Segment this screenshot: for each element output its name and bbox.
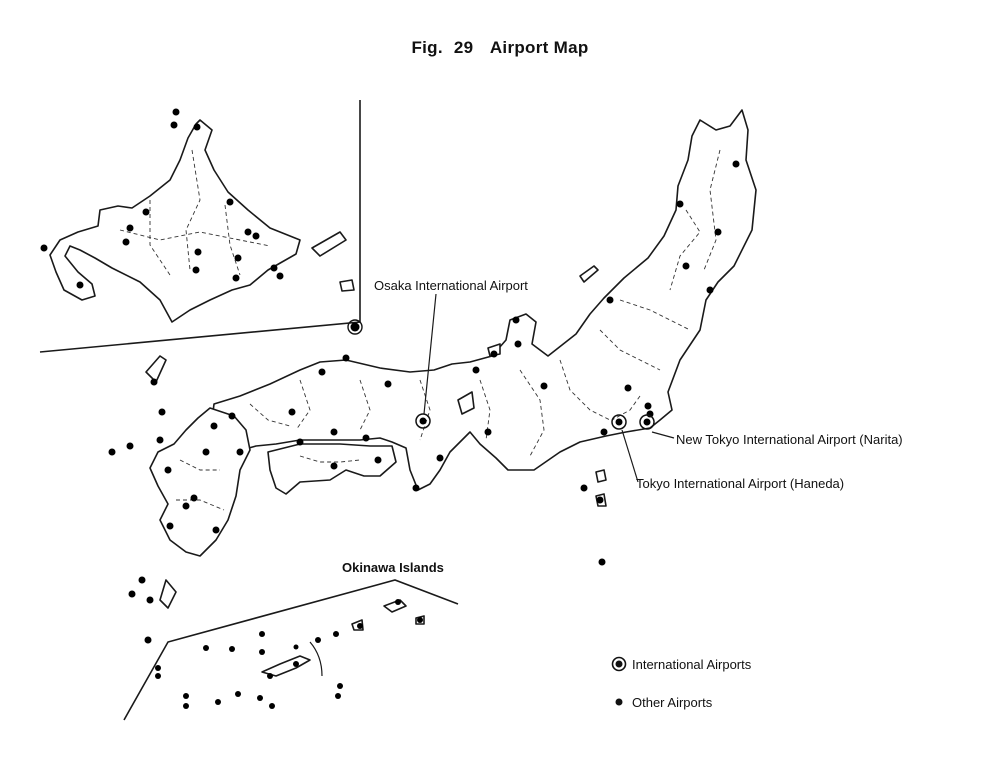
- okinawa-airports: [155, 599, 423, 709]
- other-airport-icon: [610, 694, 628, 710]
- legend-international: [610, 656, 751, 672]
- okinawa-inset: [124, 580, 458, 720]
- figure-label: Fig.: [411, 38, 443, 57]
- legend-international-label: International Airports: [632, 656, 752, 672]
- label-osaka-airport: Osaka International Airport: [374, 278, 528, 293]
- legend-other-label: Other Airports: [632, 694, 713, 710]
- hokkaido-inset: [40, 100, 362, 352]
- label-narita-airport: New Tokyo International Airport (Narita): [676, 432, 903, 447]
- legend-other: [610, 694, 712, 710]
- shikoku-island: [268, 444, 396, 494]
- honshu-island: [212, 110, 756, 490]
- kyushu-island: [150, 408, 250, 556]
- hokkaido-island: [50, 120, 300, 322]
- figure-title: [0, 38, 1000, 58]
- label-haneda-airport: Tokyo International Airport (Haneda): [636, 476, 845, 491]
- figure-number: 29: [453, 38, 474, 57]
- okinawa-inset-label: Okinawa Islands: [342, 560, 444, 575]
- international-airport-icon: [610, 656, 628, 672]
- figure-heading: Airport Map: [489, 38, 589, 57]
